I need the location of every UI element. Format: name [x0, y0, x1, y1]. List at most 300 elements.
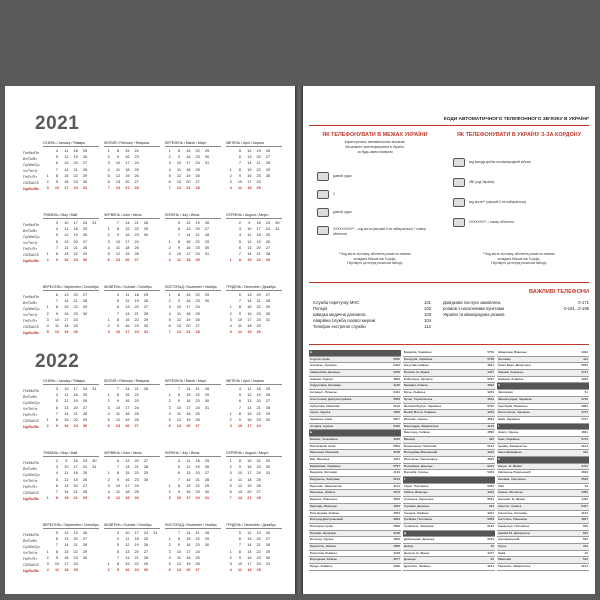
day-cell: 22: [256, 459, 261, 463]
city-name: Кропивницький: [498, 537, 520, 542]
day-cell: 14: [64, 543, 69, 548]
city-code-row: [309, 490, 401, 497]
day-cell: 21: [256, 543, 261, 548]
day-cell: 15: [247, 167, 252, 172]
day-cell: 21: [195, 233, 200, 238]
day-cell: 22: [73, 496, 78, 501]
day-cell: 13: [115, 424, 121, 429]
day-cell: 1: [46, 418, 49, 423]
day-cell: 29: [265, 549, 271, 554]
day-cell: 13: [247, 399, 252, 404]
day-cell: 31: [204, 496, 210, 501]
day-cell: [202, 185, 211, 191]
day-cell: 6: [229, 490, 232, 495]
day-cell: [212, 185, 221, 191]
month-header: ЛЮТИЙ / February / Февраль: [104, 140, 160, 147]
weekday-labels: [23, 532, 41, 574]
day-cell: 2: [46, 424, 49, 429]
weekday-label: Нд/Su/Вс: [23, 569, 40, 573]
day-cell: 8: [177, 239, 181, 244]
weekday-label: Пн/Mo/Пн: [23, 389, 40, 393]
day-cell: 25: [256, 324, 261, 329]
day-cell: 24: [256, 180, 261, 185]
day-cell: 21: [73, 411, 78, 416]
day-cell: 8: [238, 305, 242, 310]
day-cell: 27: [195, 324, 200, 329]
day-cell: [273, 329, 282, 335]
day-cell: 2: [168, 299, 171, 304]
day-cell: 26: [195, 562, 200, 567]
day-cell: 31: [82, 186, 88, 191]
month-header: ЛИПЕНЬ / July / Июль: [165, 450, 221, 457]
city-name: Золотоноша, Черкаськ.: [498, 410, 531, 415]
weekday-labels: [23, 150, 41, 192]
day-cell: 3: [46, 562, 49, 567]
day-cell: 6: [55, 537, 59, 542]
day-cell: 6: [238, 245, 242, 250]
day-cell: 18: [73, 227, 78, 232]
day-cell: 15: [186, 149, 191, 153]
day-cell: 13: [64, 405, 69, 410]
day-cell: 1: [229, 411, 232, 416]
day-cell: [202, 329, 211, 335]
day-cell: 30: [204, 299, 210, 304]
day-cell: 7: [168, 330, 171, 335]
day-cell: 28: [204, 531, 210, 535]
day-cell: 21: [73, 490, 78, 495]
weekday-label: Пн/Mo/Пн: [23, 533, 40, 537]
day-cell: 16: [125, 399, 130, 404]
codes-title: КОДИ АВТОМАТИЧНОГО ТЕЛЕФОННОГО ЗВ'ЯЗКУ В УКРАЇНІ*: [309, 115, 589, 126]
day-cell: 5: [107, 418, 110, 423]
month-days-grid: [43, 458, 99, 501]
city-code-row: [403, 397, 495, 404]
day-cell: 12: [247, 393, 252, 398]
day-cell: 11: [125, 293, 130, 297]
day-cell: 21: [73, 245, 78, 250]
day-cell: 11: [125, 537, 130, 542]
day-cell: 8: [177, 149, 181, 153]
day-cell: 13: [125, 305, 130, 310]
city-name: Амвросіївка, Донецьк.: [310, 370, 341, 375]
domestic-step-2: 0: [333, 192, 335, 196]
domestic-step-3: довгий гудок: [333, 210, 352, 214]
day-cell: 2: [46, 311, 49, 316]
day-cell: 19: [256, 393, 261, 398]
day-cell: 17: [186, 496, 191, 501]
day-cell: 28: [143, 465, 149, 470]
day-cell: 26: [82, 477, 88, 482]
day-cell: 12: [115, 173, 121, 178]
day-cell: 29: [204, 393, 210, 398]
day-cell: 5: [55, 233, 59, 238]
day-cell: 5: [55, 155, 59, 160]
day-cell: 19: [186, 317, 191, 322]
day-cell: 15: [247, 305, 252, 310]
month-days-grid: [104, 386, 160, 429]
month-block: [165, 450, 221, 506]
day-cell: 21: [186, 330, 191, 335]
day-cell: 13: [176, 180, 182, 185]
day-cell: 25: [73, 568, 78, 573]
day-cell: 17: [64, 562, 69, 567]
service-name: розмов з населеними пунктами: [443, 306, 504, 311]
month-header: ЛИСТОПАД / November / Ноябрь: [165, 284, 221, 291]
day-cell: [212, 329, 221, 335]
day-cell: 14: [125, 465, 130, 470]
year-title-2021: 2021: [35, 113, 80, 134]
day-cell: 10: [64, 221, 69, 225]
day-cell: 1: [229, 258, 232, 263]
city-name: Конотоп, Сумськ.: [498, 503, 522, 508]
day-cell: 18: [64, 568, 69, 573]
day-cell: 20: [256, 537, 261, 542]
day-cell: 1: [46, 549, 49, 554]
city-code-row: [497, 404, 589, 411]
day-cell: 28: [134, 186, 139, 191]
day-cell: 5: [238, 393, 242, 398]
day-cell: 26: [73, 330, 78, 335]
day-cell: 12: [64, 477, 69, 482]
day-cell: 12: [115, 418, 121, 423]
day-cell: 26: [195, 317, 200, 322]
city-code-row: [403, 370, 495, 377]
day-cell: 28: [265, 252, 271, 257]
city-name: Вінниця: [404, 436, 415, 441]
day-cell: 24: [143, 531, 149, 535]
day-cell: 12: [115, 252, 121, 257]
day-cell: 19: [247, 483, 252, 488]
day-cell: 2: [107, 477, 110, 482]
day-cell: 14: [247, 405, 252, 410]
letter-header: [497, 424, 589, 431]
day-cell: 27: [265, 245, 271, 250]
day-cell: 30: [82, 555, 88, 560]
day-cell: 13: [64, 293, 69, 297]
day-cell: 23: [195, 399, 200, 404]
intl-note: **Код міста та номер абонента разом не повинні складати більше ніж 9 цифр. Перевірте це перед початком набору.: [483, 252, 555, 265]
city-code-row: [497, 551, 589, 558]
city-code: 3131: [581, 564, 588, 568]
day-cell: 11: [116, 490, 120, 495]
day-cell: 11: [247, 387, 252, 391]
city-name: Буськ, Львівськ.: [404, 390, 426, 395]
city-code: 4143: [393, 470, 400, 475]
day-cell: 22: [73, 549, 78, 554]
day-cell: 16: [64, 180, 69, 185]
day-cell: 24: [256, 562, 261, 567]
day-cell: 11: [237, 568, 242, 573]
day-cell: 24: [134, 483, 139, 488]
letter-header: [497, 383, 589, 390]
month-days-grid: [165, 292, 221, 335]
city-code: 4563: [393, 510, 400, 515]
day-cell: 7: [177, 387, 181, 391]
city-code: 44: [584, 483, 588, 488]
city-name: Армянськ, Крим: [310, 416, 333, 421]
day-cell: 18: [64, 324, 69, 329]
day-cell: 6: [55, 239, 59, 244]
day-cell: 2: [229, 311, 232, 316]
day-cell: 12: [247, 149, 252, 153]
weekday-label: Пт/Fr/Пт: [23, 319, 37, 323]
city-code-row: [403, 444, 495, 451]
city-code-row: [309, 537, 401, 544]
day-cell: 20: [256, 155, 261, 160]
day-cell: 11: [177, 411, 181, 416]
weekday-label: Нд/Su/Вс: [23, 259, 40, 263]
day-cell: 29: [265, 411, 271, 416]
city-name: Володимир-Волинський: [404, 450, 438, 455]
day-cell: 26: [256, 330, 261, 335]
day-cell: 7: [177, 233, 181, 238]
day-cell: 3: [55, 387, 59, 391]
month-days-grid: [226, 220, 282, 263]
phone-icon: [453, 178, 465, 187]
day-cell: 27: [195, 568, 200, 573]
city-code: 3845: [487, 457, 494, 461]
city-code-row: [403, 517, 495, 524]
day-cell: 19: [73, 477, 78, 482]
month-header: ЧЕРВЕНЬ / June / Июнь: [104, 450, 160, 457]
city-name: Коломия, Ів.-Франк.: [498, 497, 526, 502]
city-name: Зміїв, Харківськ.: [498, 416, 521, 421]
day-cell: 16: [186, 155, 191, 160]
city-name: Алчевськ, Луганськ.: [310, 363, 338, 368]
city-code-row: [497, 437, 589, 444]
day-cell: 9: [116, 233, 120, 238]
day-cell: 3: [229, 180, 232, 185]
city-code: 6431: [393, 390, 400, 395]
city-name: Бершадь, Вінницьк.: [310, 503, 338, 508]
day-cell: 3: [229, 424, 232, 429]
day-cell: 18: [134, 293, 139, 297]
day-cell: 13: [64, 537, 69, 542]
day-cell: 14: [247, 299, 252, 304]
day-cell: 20: [73, 239, 78, 244]
month-days-grid: [226, 292, 282, 335]
day-cell: 17: [134, 531, 139, 535]
city-name: Гребінка, Полтавськ.: [404, 517, 433, 522]
day-cell: 24: [82, 221, 88, 225]
month-block: [43, 450, 99, 506]
service-name: Довідкова послуга замовлень: [443, 300, 501, 305]
city-name: Жашків, Черкаськ.: [498, 370, 524, 375]
day-cell: 3: [168, 305, 171, 310]
day-cell: 10: [64, 387, 69, 391]
weekday-labels: [23, 294, 41, 336]
city-name: Броди, Львівськ.: [310, 564, 333, 568]
city-name: Виноградів, Закарпатськ.: [404, 423, 440, 428]
day-cell: 9: [238, 465, 242, 470]
day-cell: 7: [107, 186, 110, 191]
day-cell: [202, 423, 211, 429]
weekday-label: Ср/We/Ср: [23, 163, 40, 167]
city-code: 4846: [393, 537, 400, 542]
city-code: 3239: [581, 376, 588, 381]
day-cell: 18: [125, 245, 130, 250]
day-cell: 11: [64, 149, 69, 153]
city-code: 536: [582, 523, 588, 528]
day-cell: 27: [134, 258, 139, 263]
day-cell: 6: [168, 324, 171, 329]
day-cell: 9: [177, 245, 181, 250]
day-cell: 3: [229, 317, 232, 322]
day-cell: 1: [229, 549, 232, 554]
city-name: Великий Бурлук, Харківськ.: [404, 403, 442, 408]
day-cell: 22: [256, 258, 261, 263]
city-code-row: [309, 450, 401, 457]
day-cell: 18: [134, 537, 139, 542]
day-cell: 26: [82, 531, 88, 535]
day-cell: 22: [195, 239, 200, 244]
day-cell: 19: [73, 531, 78, 535]
day-cell: 4: [107, 411, 110, 416]
city-name: Баштанка, Миколаїв.: [310, 450, 340, 455]
day-cell: 22: [256, 305, 261, 310]
day-cell: 12: [125, 299, 130, 304]
day-cell: 11: [247, 233, 252, 238]
city-code: 5536: [581, 477, 588, 482]
day-cell: 22: [195, 293, 200, 297]
day-cell: 8: [116, 227, 120, 232]
day-cell: 28: [265, 405, 271, 410]
city-code-row: [309, 511, 401, 518]
day-cell: 7: [116, 555, 120, 560]
day-cell: 16: [186, 543, 191, 548]
month-days-grid: [104, 530, 160, 573]
day-cell: 17: [73, 221, 78, 225]
day-cell: 12: [115, 496, 121, 501]
weekday-label: Сб/Sa/Сб: [23, 491, 39, 495]
city-code-row: [403, 484, 495, 491]
day-cell: 4: [238, 233, 242, 238]
day-cell: 22: [134, 562, 139, 567]
city-code-row: [309, 363, 401, 370]
day-cell: 25: [134, 167, 139, 172]
month-block: [165, 378, 221, 434]
calendar-quarter-row: [23, 140, 285, 196]
day-cell: 8: [116, 317, 120, 322]
day-cell: 5: [229, 330, 232, 335]
city-code-row: [497, 357, 589, 364]
day-cell: 12: [176, 317, 182, 322]
day-cell: 15: [64, 549, 69, 554]
city-name: Житомир: [498, 356, 511, 361]
day-cell: 5: [238, 531, 242, 535]
day-cell: 2: [168, 399, 171, 404]
city-code: 4863: [393, 376, 400, 381]
day-cell: 5: [177, 465, 181, 470]
day-cell: 21: [186, 186, 191, 191]
city-name: Болехів, Ів.-Франк.: [404, 370, 431, 375]
city-name: Бучач, Тернопільськ.: [404, 396, 433, 401]
day-cell: 24: [195, 161, 200, 166]
city-name: Білгород-Дністровський: [310, 517, 343, 522]
city-name: Коростень, Житомир.: [498, 510, 528, 515]
city-code-row: [497, 531, 589, 538]
city-name: Здолбунів, Рівненськ.: [498, 403, 529, 408]
day-cell: 13: [125, 549, 130, 554]
day-cell: 22: [134, 149, 139, 153]
day-cell: 21: [134, 555, 139, 560]
day-cell: 29: [143, 562, 149, 567]
city-code: 5354: [487, 483, 494, 488]
day-cell: 13: [237, 490, 243, 495]
day-cell: 11: [64, 227, 69, 232]
day-cell: 29: [82, 496, 88, 501]
city-name: Великі Мости, Львівськ.: [404, 410, 437, 415]
month-days-grid: [165, 458, 221, 501]
day-cell: 18: [73, 393, 78, 398]
day-cell: 13: [247, 245, 252, 250]
day-cell: 11: [54, 568, 59, 573]
day-cell: 10: [115, 405, 121, 410]
weekday-label: Пн/Mo/Пн: [23, 223, 40, 227]
day-cell: 29: [82, 418, 88, 423]
day-cell: 19: [125, 496, 130, 501]
day-cell: 7: [116, 387, 120, 391]
city-code: 4352: [393, 503, 400, 508]
month-block: [165, 284, 221, 340]
day-cell: 21: [256, 299, 261, 304]
city-code-row: [309, 484, 401, 491]
day-cell: 14: [247, 252, 252, 257]
day-cell: 28: [82, 411, 88, 416]
day-cell: 1: [46, 252, 49, 257]
day-cell: 23: [134, 568, 139, 573]
city-code: 4845: [393, 410, 400, 415]
day-cell: 8: [177, 483, 181, 488]
day-cell: 13: [115, 258, 121, 263]
city-code-row: [497, 377, 589, 384]
day-cell: 10: [115, 161, 121, 166]
city-code-row: [497, 557, 589, 564]
day-cell: 22: [195, 149, 200, 153]
day-cell: 9: [116, 399, 120, 404]
day-cell: [212, 423, 221, 429]
day-cell: 4: [107, 245, 110, 250]
city-code-row: [497, 497, 589, 504]
day-cell: 25: [195, 555, 200, 560]
day-cell: 13: [186, 471, 191, 476]
day-cell: 26: [204, 221, 210, 225]
weekday-label: Вт/Tu/Вт: [23, 539, 37, 543]
day-cell: 20: [73, 405, 78, 410]
day-cell: 4: [168, 258, 171, 263]
day-cell: 29: [204, 483, 210, 488]
city-name: Д: [404, 530, 407, 535]
day-cell: 17: [125, 405, 130, 410]
day-cell: 12: [64, 399, 69, 404]
city-code-row: [497, 370, 589, 377]
day-cell: 15: [125, 562, 130, 567]
city-name: Білогірськ, Крим: [310, 523, 333, 528]
day-cell: 21: [247, 496, 252, 501]
city-code: 6153: [393, 477, 400, 482]
day-cell: 26: [265, 531, 271, 535]
day-cell: 5: [107, 252, 110, 257]
city-code-row: [497, 524, 589, 531]
day-cell: 11: [177, 311, 181, 316]
day-cell: 6: [116, 305, 120, 310]
day-cell: 29: [265, 305, 271, 310]
month-header: ГРУДЕНЬ / December / Декабрь: [226, 522, 282, 529]
city-code: 3342: [487, 450, 494, 455]
day-cell: 27: [143, 305, 149, 310]
day-cell: 13: [247, 155, 252, 160]
day-cell: 9: [177, 543, 181, 548]
